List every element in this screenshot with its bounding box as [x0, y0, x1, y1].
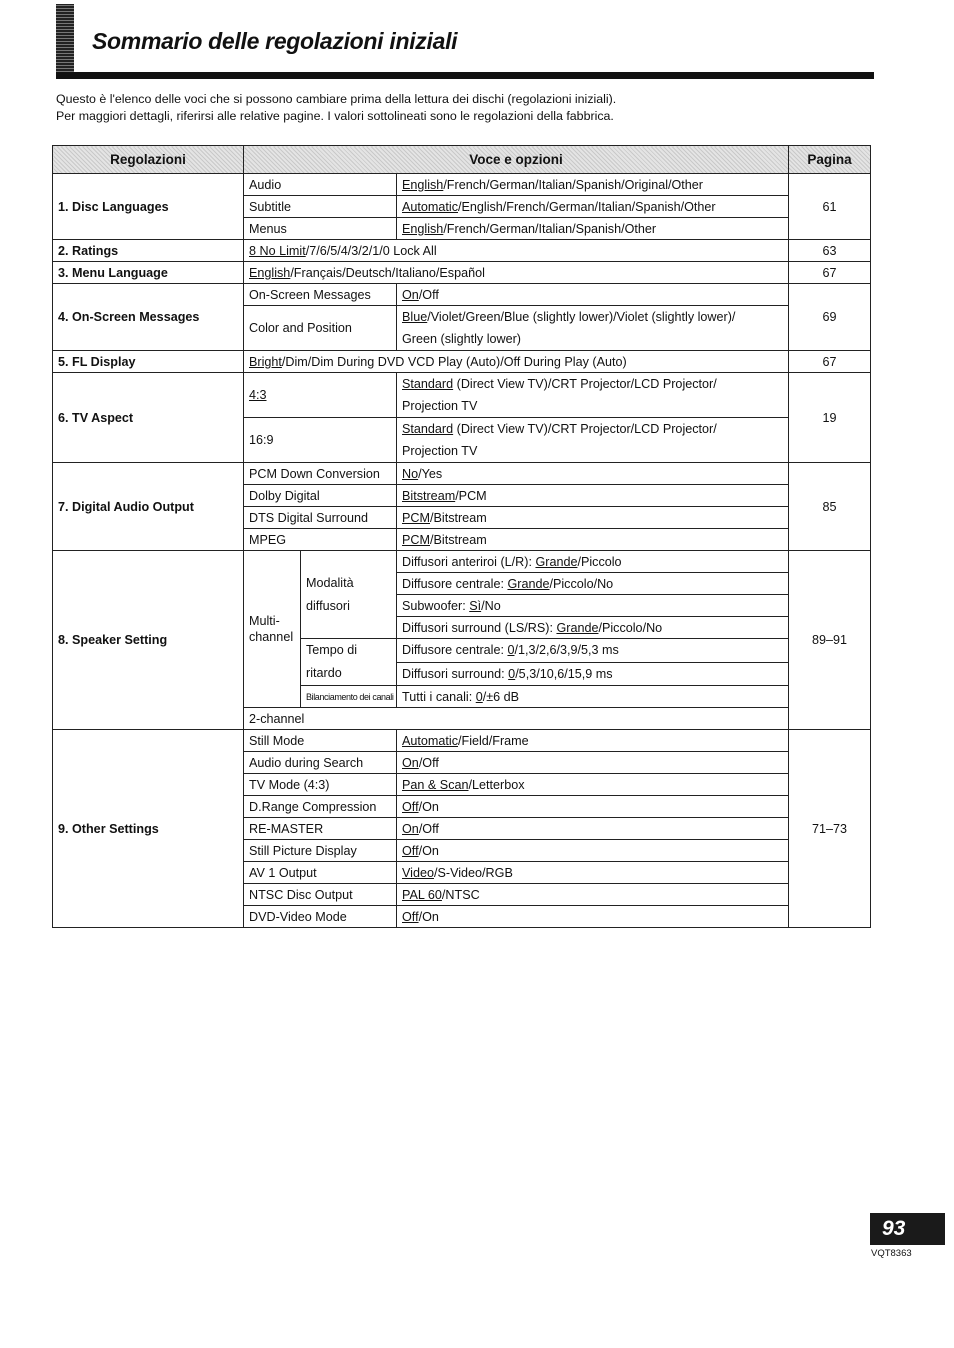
page-ref: 67	[789, 351, 871, 373]
title-block	[56, 4, 874, 78]
item-label: NTSC Disc Output	[244, 884, 397, 906]
setting-name: 3. Menu Language	[53, 262, 244, 284]
page-number: 93	[870, 1213, 945, 1245]
item-label: 2-channel	[244, 708, 789, 730]
item-label: Color and Position	[244, 306, 397, 351]
setting-name: 6. TV Aspect	[53, 373, 244, 463]
setting-name: 5. FL Display	[53, 351, 244, 373]
header-page: Pagina	[789, 146, 871, 174]
item-label: Still Mode	[244, 730, 397, 752]
page-ref: 63	[789, 240, 871, 262]
item-label: On-Screen Messages	[244, 284, 397, 306]
item-sublabel: Bilanciamento dei canali	[301, 686, 397, 708]
item-sublabel: Tempo di ritardo	[301, 639, 397, 686]
item-label: Menus	[244, 218, 397, 240]
item-label: AV 1 Output	[244, 862, 397, 884]
item-sublabel: Modalità diffusori	[301, 551, 397, 639]
table-row	[53, 730, 871, 752]
setting-name: 9. Other Settings	[53, 730, 244, 928]
setting-name: 1. Disc Languages	[53, 174, 244, 240]
page-title: Sommario delle regolazioni iniziali	[92, 28, 458, 54]
item-options: Bright/Dim/Dim During DVD VCD Play (Auto)/Off During Play (Auto)	[244, 351, 789, 373]
page-ref: 67	[789, 262, 871, 284]
table-row	[53, 174, 871, 196]
intro-line: Questo è l'elenco delle voci che si possono cambiare prima della lettura dei dischi (regolazioni iniziali).	[56, 92, 617, 106]
item-options: On/Off	[397, 284, 789, 306]
setting-name: 2. Ratings	[53, 240, 244, 262]
item-options: Diffusori anteriroi (L/R): Grande/Piccolo	[397, 551, 789, 573]
item-label: Audio during Search	[244, 752, 397, 774]
item-options: Automatic/Field/Frame	[397, 730, 789, 752]
item-options: Automatic/English/French/German/Italian/Spanish/Other	[397, 196, 789, 218]
item-label: 16:9	[244, 418, 397, 463]
table-row	[53, 373, 871, 418]
table-row	[53, 240, 871, 262]
item-label: Audio	[244, 174, 397, 196]
item-options: English/Français/Deutsch/Italiano/Español	[244, 262, 789, 284]
item-label: DVD-Video Mode	[244, 906, 397, 928]
table-row	[53, 463, 871, 485]
item-options: Diffusore centrale: Grande/Piccolo/No	[397, 573, 789, 595]
item-options: PCM/Bitstream	[397, 507, 789, 529]
title-decoration	[56, 4, 74, 74]
page-ref: 71–73	[789, 730, 871, 928]
header-items: Voce e opzioni	[244, 146, 789, 174]
item-options: Subwoofer: Sì/No	[397, 595, 789, 617]
item-options: Off/On	[397, 840, 789, 862]
document-code: VQT8363	[871, 1248, 912, 1259]
item-options: Standard (Direct View TV)/CRT Projector/LCD Projector/ Projection TV	[397, 373, 789, 418]
item-label: RE-MASTER	[244, 818, 397, 840]
item-options: Tutti i canali: 0/±6 dB	[397, 686, 789, 708]
item-options: On/Off	[397, 752, 789, 774]
item-label: DTS Digital Surround	[244, 507, 397, 529]
page-ref: 19	[789, 373, 871, 463]
item-label: Subtitle	[244, 196, 397, 218]
setting-name: 7. Digital Audio Output	[53, 463, 244, 551]
item-label: TV Mode (4:3)	[244, 774, 397, 796]
item-options: No/Yes	[397, 463, 789, 485]
item-options: PAL 60/NTSC	[397, 884, 789, 906]
setting-name: 4. On-Screen Messages	[53, 284, 244, 351]
item-label: MPEG	[244, 529, 397, 551]
item-options: Off/On	[397, 906, 789, 928]
item-options: Standard (Direct View TV)/CRT Projector/LCD Projector/ Projection TV	[397, 418, 789, 463]
item-label: Multi- channel	[244, 551, 301, 708]
item-label: Still Picture Display	[244, 840, 397, 862]
item-options: Diffusore centrale: 0/1,3/2,6/3,9/5,3 ms	[397, 639, 789, 663]
page-ref: 61	[789, 174, 871, 240]
item-options: 8 No Limit/7/6/5/4/3/2/1/0 Lock All	[244, 240, 789, 262]
page-ref: 69	[789, 284, 871, 351]
item-options: English/French/German/Italian/Spanish/Other	[397, 218, 789, 240]
item-options: English/French/German/Italian/Spanish/Original/Other	[397, 174, 789, 196]
header-setting: Regolazioni	[53, 146, 244, 174]
item-label: D.Range Compression	[244, 796, 397, 818]
settings-table	[52, 145, 871, 928]
intro-line: Per maggiori dettagli, riferirsi alle relative pagine. I valori sottolineati sono le regolazioni della fabbrica.	[56, 109, 614, 123]
item-options: PCM/Bitstream	[397, 529, 789, 551]
table-row	[53, 284, 871, 306]
item-options: Video/S-Video/RGB	[397, 862, 789, 884]
item-options: Bitstream/PCM	[397, 485, 789, 507]
item-label: 4:3	[244, 373, 397, 418]
page-ref: 85	[789, 463, 871, 551]
item-options: Off/On	[397, 796, 789, 818]
intro-text	[56, 91, 876, 125]
title-rule	[56, 72, 874, 79]
item-options: Diffusori surround: 0/5,3/10,6/15,9 ms	[397, 662, 789, 686]
item-label: Dolby Digital	[244, 485, 397, 507]
item-options: Diffusori surround (LS/RS): Grande/Piccolo/No	[397, 617, 789, 639]
setting-name: 8. Speaker Setting	[53, 551, 244, 730]
item-options: Blue/Violet/Green/Blue (slightly lower)/Violet (slightly lower)/ Green (slightly lower)	[397, 306, 789, 351]
table-row	[53, 551, 871, 573]
table-row	[53, 262, 871, 284]
page-ref: 89–91	[789, 551, 871, 730]
item-label: PCM Down Conversion	[244, 463, 397, 485]
item-options: On/Off	[397, 818, 789, 840]
item-options: Pan & Scan/Letterbox	[397, 774, 789, 796]
table-row	[53, 351, 871, 373]
table-header	[53, 146, 871, 174]
